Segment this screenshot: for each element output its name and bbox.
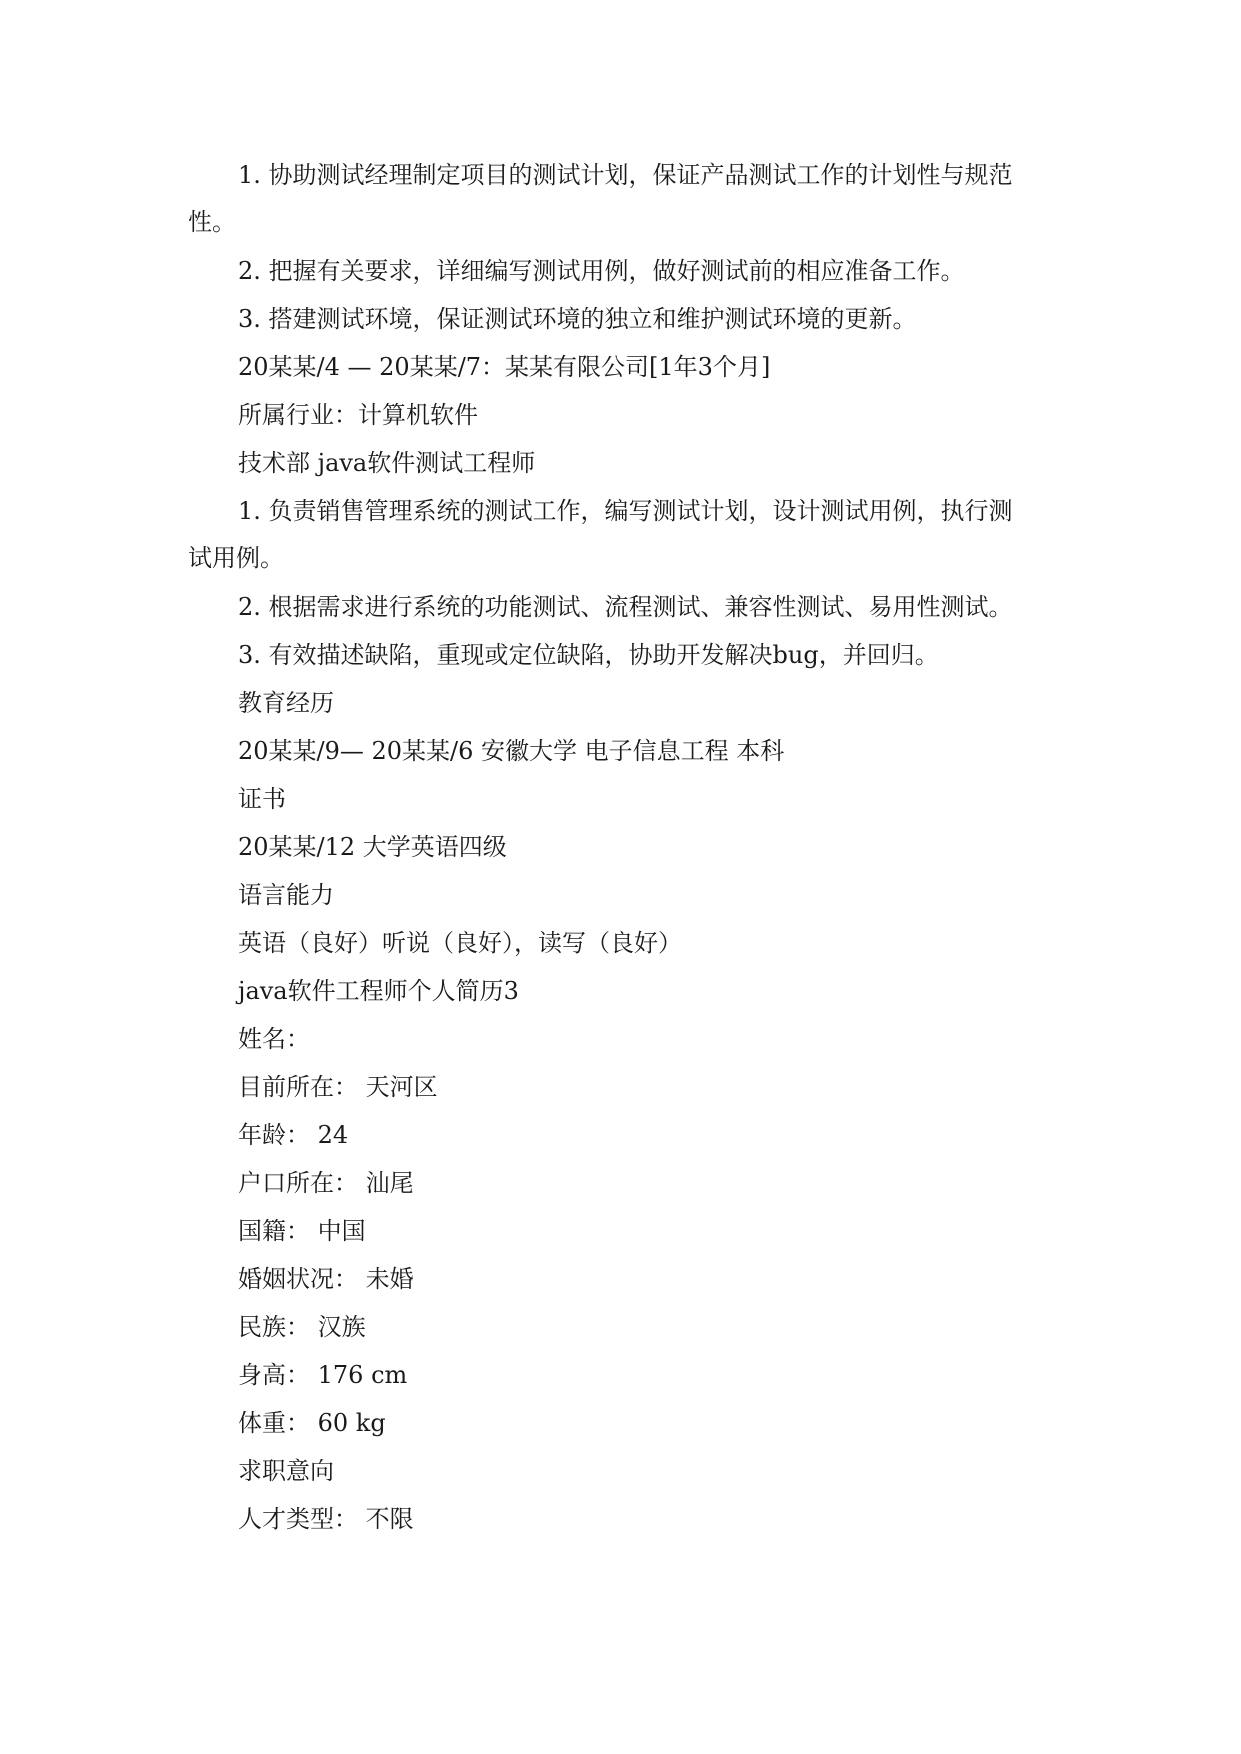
field-nationality: 国籍： 中国	[238, 1217, 366, 1245]
section-job-intention: 求职意向	[238, 1457, 334, 1485]
field-hukou: 户口所在： 汕尾	[238, 1169, 414, 1197]
field-talent-type: 人才类型： 不限	[238, 1505, 414, 1533]
field-age: 年龄： 24	[238, 1121, 349, 1149]
job-duty-1-cont: 试用例。	[188, 544, 284, 572]
section-certificates: 证书	[238, 785, 286, 813]
job-duty-1: 1. 负责销售管理系统的测试工作，编写测试计划，设计测试用例，执行测	[238, 497, 1013, 525]
duty-line-1-cont: 性。	[188, 208, 236, 236]
field-ethnicity: 民族： 汉族	[238, 1313, 366, 1341]
section-education: 教育经历	[238, 689, 334, 717]
language-entry: 英语（良好）听说（良好），读写（良好）	[238, 929, 682, 957]
education-entry: 20某某/9— 20某某/6 安徽大学 电子信息工程 本科	[238, 737, 785, 765]
duty-line-1: 1. 协助测试经理制定项目的测试计划，保证产品测试工作的计划性与规范	[238, 161, 1013, 189]
field-name: 姓名：	[238, 1025, 310, 1053]
certificate-entry: 20某某/12 大学英语四级	[238, 833, 507, 861]
job-period: 20某某/4 — 20某某/7：某某有限公司[1年3个月]	[238, 353, 771, 381]
resume-title: java软件工程师个人简历3	[238, 977, 519, 1005]
field-height: 身高： 176 cm	[238, 1361, 408, 1389]
field-location: 目前所在： 天河区	[238, 1073, 438, 1101]
department-position: 技术部 java软件测试工程师	[238, 449, 536, 477]
field-weight: 体重： 60 kg	[238, 1409, 386, 1437]
industry: 所属行业：计算机软件	[238, 401, 478, 429]
field-marital-status: 婚姻状况： 未婚	[238, 1265, 414, 1293]
section-language: 语言能力	[238, 881, 334, 909]
duty-line-3: 3. 搭建测试环境，保证测试环境的独立和维护测试环境的更新。	[238, 305, 917, 333]
job-duty-3: 3. 有效描述缺陷，重现或定位缺陷，协助开发解决bug，并回归。	[238, 641, 939, 669]
job-duty-2: 2. 根据需求进行系统的功能测试、流程测试、兼容性测试、易用性测试。	[238, 593, 1013, 621]
duty-line-2: 2. 把握有关要求，详细编写测试用例，做好测试前的相应准备工作。	[238, 257, 965, 285]
